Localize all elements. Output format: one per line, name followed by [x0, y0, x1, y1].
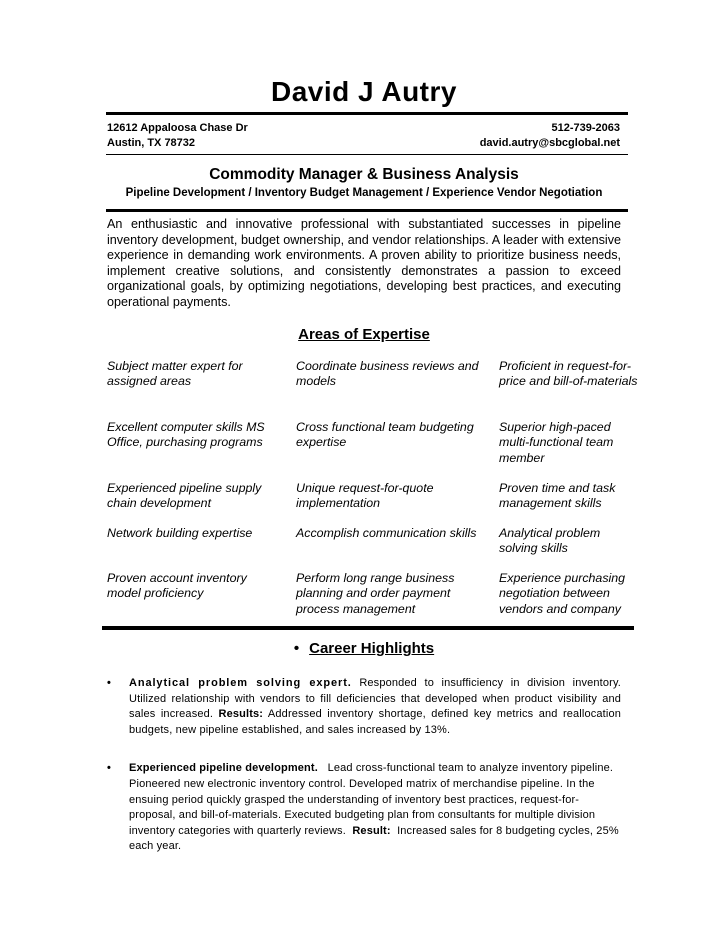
career-heading: Career Highlights: [309, 640, 435, 657]
expertise-item: Superior high-paced multi-functional team member: [499, 420, 614, 465]
bullet-icon: •: [107, 677, 112, 689]
career-heading-row: [0, 640, 728, 657]
candidate-name: David J Autry: [271, 76, 457, 107]
header-divider-bottom: [106, 154, 628, 155]
bullet-icon: •: [107, 762, 112, 775]
expertise-heading: Areas of Expertise: [298, 326, 430, 343]
highlight-text: Lead cross-functional team to analyze inventory pipeline. Pioneered new electronic inventory control. Developed matrix of merchandise pipeline. In the ensuing period quickly grasped the understanding of inventory best practices, request-for-proposal, and bill-of-materials. Executed budgeting plan from consultants for multiple division inventory categories with quarterly reviews.: [129, 762, 617, 837]
list-item: [107, 761, 621, 855]
professional-summary: An enthusiastic and innovative professional with substantiated successes in pipeline inventory development, budget ownership, and vendor relationships. A leader with extensive experience in demanding work environments. A proven ability to prioritize business needs, implement creative solutions, and consistently demonstrates a passion to exceed organizational goals, by optimizing negotiations, developing best practices, and executing operational payments.: [107, 217, 621, 309]
expertise-divider: [102, 626, 634, 630]
address-block: [107, 121, 248, 151]
expertise-item: Perform long range business planning and order payment process management: [296, 571, 455, 616]
result-text: Addressed inventory shortage, defined key metrics and reallocation budgets, new pipeline established, and sales increased by 13%.: [129, 708, 622, 736]
expertise-item: Proven time and task management skills: [499, 481, 616, 511]
header-divider-top: [106, 112, 628, 115]
list-item: [107, 676, 621, 738]
result-label: Result:: [352, 824, 391, 837]
result-text: Increased sales for 8 budgeting cycles, 25% each year.: [129, 824, 622, 853]
summary-divider: [106, 209, 628, 212]
highlight-lead: Experienced pipeline development.: [129, 762, 318, 775]
result-label: Results:: [218, 708, 264, 721]
expertise-item: Proven account inventory model proficiency: [107, 571, 247, 601]
expertise-item: Accomplish communication skills: [296, 526, 477, 540]
expertise-item: Experienced pipeline supply chain development: [107, 481, 262, 511]
expertise-item: Subject matter expert for assigned areas: [107, 359, 243, 389]
expertise-item: Analytical problem solving skills: [499, 526, 601, 556]
expertise-item: Excellent computer skills MS Office, purchasing programs: [107, 420, 265, 450]
expertise-item: Network building expertise: [107, 526, 253, 540]
expertise-item: Coordinate business reviews and models: [296, 359, 479, 389]
career-highlights-list: [107, 676, 621, 855]
expertise-item: Cross functional team budgeting expertise: [296, 420, 474, 450]
expertise-item: Experience purchasing negotiation between vendors and company: [499, 571, 626, 616]
highlight-text: Responded to insufficiency in division inventory. Utilized relationship with vendors to fill deficiencies that developed when product visibility and sales increased.: [129, 677, 621, 721]
highlight-lead: Analytical problem solving expert.: [129, 677, 352, 689]
address-line-2: Austin, TX 78732: [107, 137, 196, 149]
contact-block: [480, 121, 620, 151]
address-line-1: 12612 Appaloosa Chase Dr: [107, 122, 248, 134]
professional-title: Commodity Manager & Business Analysis: [209, 166, 519, 183]
phone-number: 512-739-2063: [551, 122, 620, 134]
expertise-item: Proficient in request-for-price and bill-of-materials: [499, 359, 638, 389]
email-address: david.autry@sbcglobal.net: [479, 137, 620, 149]
expertise-item: Unique request-for-quote implementation: [296, 481, 434, 511]
career-heading-bullet: •: [293, 640, 300, 657]
professional-subtitle: Pipeline Development / Inventory Budget Management / Experience Vendor Negotiation: [125, 187, 603, 199]
